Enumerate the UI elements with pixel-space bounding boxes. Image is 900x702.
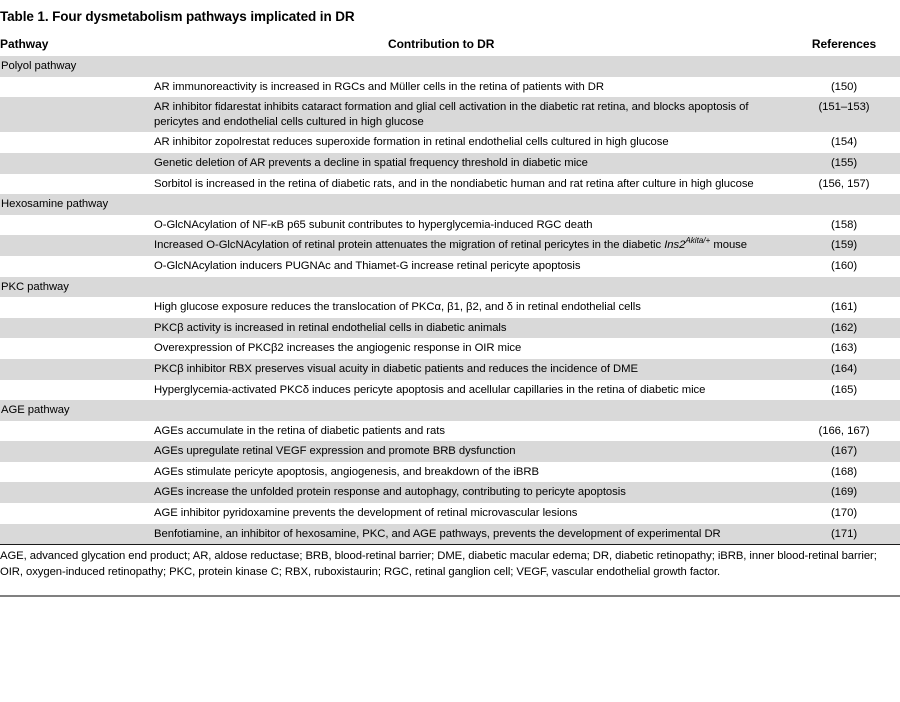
row-pathway-spacer <box>0 97 154 132</box>
group-contribution-spacer <box>154 400 788 421</box>
group-references-spacer <box>788 400 900 421</box>
row-pathway-spacer <box>0 174 154 195</box>
row-contribution: Overexpression of PKCβ2 increases the angiogenic response in OIR mice <box>154 338 788 359</box>
table-row <box>0 132 900 153</box>
row-reference: (155) <box>788 153 900 174</box>
group-contribution-spacer <box>154 194 788 215</box>
group-header-row <box>0 56 900 77</box>
row-reference: (150) <box>788 77 900 98</box>
row-pathway-spacer <box>0 503 154 524</box>
gene-allele-superscript: Akita/+ <box>685 236 711 246</box>
page-title: Table 1. Four dysmetabolism pathways implicated in DR <box>0 9 355 24</box>
table-row <box>0 421 900 442</box>
group-references-spacer <box>788 277 900 298</box>
table-row <box>0 153 900 174</box>
row-pathway-spacer <box>0 132 154 153</box>
row-reference: (169) <box>788 482 900 503</box>
row-pathway-spacer <box>0 482 154 503</box>
row-contribution: O-GlcNAcylation of NF-κB p65 subunit contributes to hyperglycemia-induced RGC death <box>154 215 788 236</box>
row-reference: (160) <box>788 256 900 277</box>
row-contribution: AGEs stimulate pericyte apoptosis, angiogenesis, and breakdown of the iBRB <box>154 462 788 483</box>
row-reference: (167) <box>788 441 900 462</box>
table-header <box>0 37 900 56</box>
row-contribution: High glucose exposure reduces the translocation of PKCα, β1, β2, and δ in retinal endothelial cells <box>154 297 788 318</box>
table-row <box>0 256 900 277</box>
table-row <box>0 503 900 524</box>
row-contribution: Hyperglycemia-activated PKCδ induces pericyte apoptosis and acellular capillaries in the retina of diabetic mice <box>154 380 788 401</box>
row-contribution: PKCβ activity is increased in retinal endothelial cells in diabetic animals <box>154 318 788 339</box>
row-reference: (164) <box>788 359 900 380</box>
row-pathway-spacer <box>0 524 154 545</box>
row-contribution: AGEs accumulate in the retina of diabetic patients and rats <box>154 421 788 442</box>
row-reference: (159) <box>788 235 900 256</box>
row-reference: (161) <box>788 297 900 318</box>
table-row <box>0 97 900 132</box>
row-pathway-spacer <box>0 297 154 318</box>
row-reference: (154) <box>788 132 900 153</box>
row-reference: (163) <box>788 338 900 359</box>
row-reference: (165) <box>788 380 900 401</box>
group-contribution-spacer <box>154 277 788 298</box>
column-header-pathway: Pathway <box>0 37 49 51</box>
row-pathway-spacer <box>0 235 154 256</box>
row-reference: (151–153) <box>788 97 900 132</box>
group-header-row <box>0 400 900 421</box>
row-contribution: Increased O-GlcNAcylation of retinal protein attenuates the migration of retinal pericytes in the diabetic $Ins2^{Akita/+}$ mouse <box>154 235 788 256</box>
table-row <box>0 215 900 236</box>
group-references-spacer <box>788 194 900 215</box>
row-reference: (170) <box>788 503 900 524</box>
row-pathway-spacer <box>0 441 154 462</box>
table-row <box>0 441 900 462</box>
footnote-section <box>0 545 900 580</box>
row-pathway-spacer <box>0 359 154 380</box>
row-pathway-spacer <box>0 462 154 483</box>
group-name: AGE pathway <box>0 400 154 421</box>
table-row <box>0 462 900 483</box>
row-pathway-spacer <box>0 153 154 174</box>
row-contribution: AR inhibitor fidarestat inhibits cataract formation and glial cell activation in the diabetic rat retina, and blocks apoptosis of pericytes and endothelial cells cultured in high glucose <box>154 97 788 132</box>
table-row <box>0 524 900 545</box>
table-row <box>0 359 900 380</box>
row-pathway-spacer <box>0 77 154 98</box>
group-name: PKC pathway <box>0 277 154 298</box>
row-pathway-spacer <box>0 318 154 339</box>
page-bottom-rule <box>0 595 900 597</box>
table-row <box>0 174 900 195</box>
group-references-spacer <box>788 56 900 77</box>
row-contribution: AR immunoreactivity is increased in RGCs and Müller cells in the retina of patients with DR <box>154 77 788 98</box>
table-row <box>0 380 900 401</box>
table-row <box>0 77 900 98</box>
row-pathway-spacer <box>0 256 154 277</box>
table-row <box>0 297 900 318</box>
row-reference: (171) <box>788 524 900 545</box>
footnote-text: AGE, advanced glycation end product; AR, aldose reductase; BRB, blood-retinal barrier; DME, diabetic macular edema; DR, diabetic retinopathy; iBRB, inner blood-retinal barrier; OIR, oxygen-induced retinopathy; PKC, protein kinase C; RBX, ruboxistaurin; RGC, retinal ganglion cell; VEGF, vascular endothelial growth factor. <box>0 550 877 578</box>
row-contribution: Genetic deletion of AR prevents a decline in spatial frequency threshold in diabetic mice <box>154 153 788 174</box>
row-pathway-spacer <box>0 215 154 236</box>
row-pathway-spacer <box>0 421 154 442</box>
table-body <box>0 56 900 544</box>
group-header-row <box>0 277 900 298</box>
row-reference: (156, 157) <box>788 174 900 195</box>
row-pathway-spacer <box>0 380 154 401</box>
column-header-references: References <box>811 37 877 51</box>
pathways-table <box>0 37 900 544</box>
row-contribution: AGE inhibitor pyridoxamine prevents the development of retinal microvascular lesions <box>154 503 788 524</box>
row-contribution: Benfotiamine, an inhibitor of hexosamine, PKC, and AGE pathways, prevents the development of experimental DR <box>154 524 788 545</box>
table-row <box>0 338 900 359</box>
gene-symbol: Ins2 <box>664 239 686 252</box>
group-header-row <box>0 194 900 215</box>
group-name: Hexosamine pathway <box>0 194 154 215</box>
row-contribution: AGEs upregulate retinal VEGF expression and promote BRB dysfunction <box>154 441 788 462</box>
row-contribution: AR inhibitor zopolrestat reduces superoxide formation in retinal endothelial cells cultured in high glucose <box>154 132 788 153</box>
group-contribution-spacer <box>154 56 788 77</box>
row-reference: (168) <box>788 462 900 483</box>
table-row <box>0 318 900 339</box>
header-row <box>0 37 900 56</box>
row-reference: (158) <box>788 215 900 236</box>
group-name: Polyol pathway <box>0 56 154 77</box>
row-contribution: AGEs increase the unfolded protein response and autophagy, contributing to pericyte apoptosis <box>154 482 788 503</box>
row-reference: (162) <box>788 318 900 339</box>
row-contribution: Sorbitol is increased in the retina of diabetic rats, and in the nondiabetic human and rat retina after culture in high glucose <box>154 174 788 195</box>
column-header-contribution: Contribution to DR <box>388 37 495 51</box>
row-pathway-spacer <box>0 338 154 359</box>
table-row <box>0 482 900 503</box>
row-contribution: PKCβ inhibitor RBX preserves visual acuity in diabetic patients and reduces the incidence of DME <box>154 359 788 380</box>
row-reference: (166, 167) <box>788 421 900 442</box>
row-contribution: O-GlcNAcylation inducers PUGNAc and Thiamet-G increase retinal pericyte apoptosis <box>154 256 788 277</box>
table-row <box>0 235 900 256</box>
